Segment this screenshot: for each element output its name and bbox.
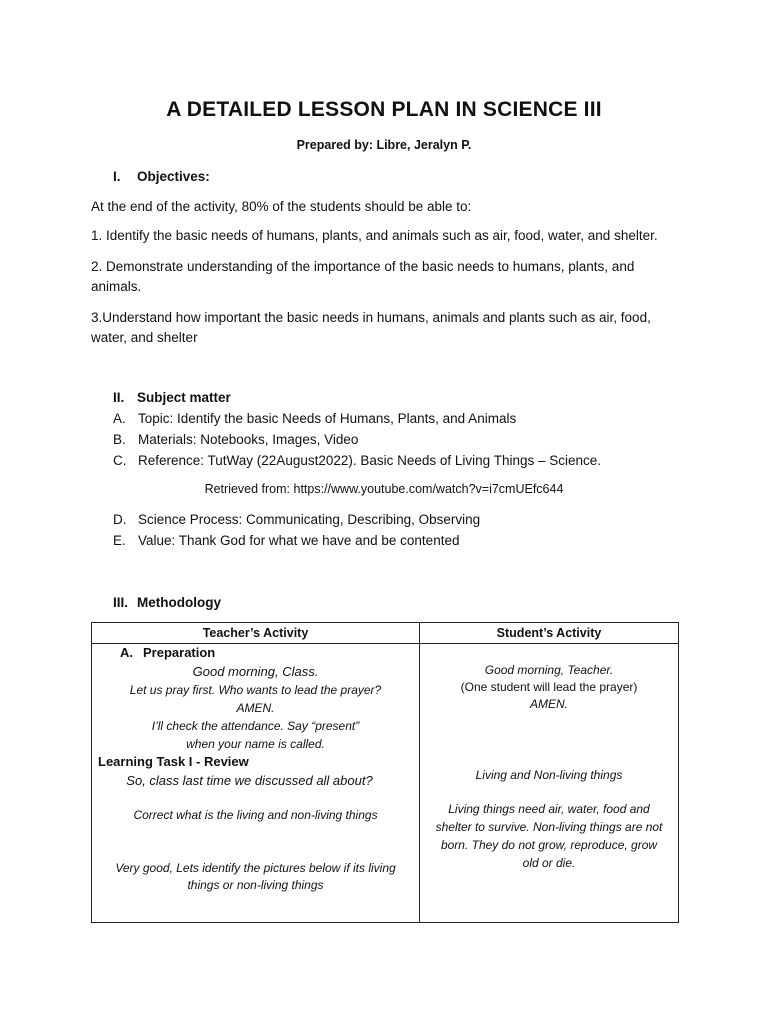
section-methodology-heading bbox=[113, 595, 221, 610]
section-objectives-heading bbox=[113, 169, 210, 184]
section-heading: Subject matter bbox=[137, 390, 231, 405]
student-line: (One student will lead the prayer) bbox=[460, 680, 638, 694]
student-line: Living and Non-living things bbox=[475, 768, 623, 782]
student-line: Living things need air, water, food and bbox=[448, 802, 650, 816]
student-activity-header: Student’s Activity bbox=[420, 623, 679, 644]
table-row bbox=[92, 644, 679, 923]
subject-item: A. Topic: Identify the basic Needs of Humans, Plants, and Animals bbox=[113, 411, 517, 426]
table-header-row bbox=[92, 623, 679, 644]
objective-item: 1. Identify the basic needs of humans, plants, and animals such as air, food, water, and shelter. bbox=[91, 228, 658, 243]
student-line: Good morning, Teacher. bbox=[484, 663, 614, 677]
student-line: AMEN. bbox=[529, 697, 568, 711]
teacher-greeting: Good morning, Class. bbox=[192, 664, 319, 679]
reference-url: Retrieved from: https://www.youtube.com/watch?v=i7cmUEfc644 bbox=[204, 482, 564, 496]
subject-item: D. Science Process: Communicating, Describing, Observing bbox=[113, 512, 481, 527]
teacher-line: when your name is called. bbox=[186, 737, 325, 751]
methodology-table bbox=[91, 622, 679, 923]
learning-task-heading: Learning Task I - Review bbox=[98, 754, 249, 769]
objective-item: 2. Demonstrate understanding of the importance of the basic needs to humans, plants, and animals. bbox=[91, 259, 635, 294]
student-line: old or die. bbox=[522, 856, 576, 870]
section-number: II. bbox=[113, 390, 125, 405]
section-heading: Methodology bbox=[137, 595, 221, 610]
teacher-line: I’ll check the attendance. Say “present” bbox=[151, 719, 360, 733]
teacher-activity-header: Teacher’s Activity bbox=[92, 623, 420, 644]
objective-item: 3.Understand how important the basic needs in humans, animals and plants such as air, food, water, and shelter bbox=[91, 310, 651, 345]
teacher-line: things or non-living things bbox=[187, 878, 324, 892]
teacher-line: Very good, Lets identify the pictures below if its living bbox=[115, 861, 396, 875]
preparation-heading: A. Preparation bbox=[120, 645, 216, 660]
section-number: I. bbox=[113, 169, 121, 184]
section-subject-matter-heading bbox=[113, 390, 231, 405]
teacher-activity-cell bbox=[92, 644, 420, 923]
student-activity-cell bbox=[420, 644, 679, 923]
objectives-intro: At the end of the activity, 80% of the students should be able to: bbox=[91, 199, 472, 214]
student-line: born. They do not grow, reproduce, grow bbox=[440, 838, 658, 852]
teacher-line: AMEN. bbox=[236, 701, 275, 715]
teacher-line: So, class last time we discussed all about? bbox=[126, 773, 373, 788]
subject-item: C. Reference: TutWay (22August2022). Basic Needs of Living Things – Science. bbox=[113, 453, 602, 468]
page-title: A DETAILED LESSON PLAN IN SCIENCE III bbox=[166, 98, 602, 121]
subject-item: B. Materials: Notebooks, Images, Video bbox=[113, 432, 359, 447]
subject-item: E. Value: Thank God for what we have and be contented bbox=[113, 533, 460, 548]
prepared-by: Prepared by: Libre, Jeralyn P. bbox=[296, 138, 472, 152]
student-line: shelter to survive. Non-living things are not bbox=[435, 820, 663, 834]
section-heading: Objectives: bbox=[137, 169, 210, 184]
teacher-line: Correct what is the living and non-living things bbox=[133, 808, 378, 822]
section-number: III. bbox=[113, 595, 129, 610]
teacher-line: Let us pray first. Who wants to lead the prayer? bbox=[129, 683, 382, 697]
